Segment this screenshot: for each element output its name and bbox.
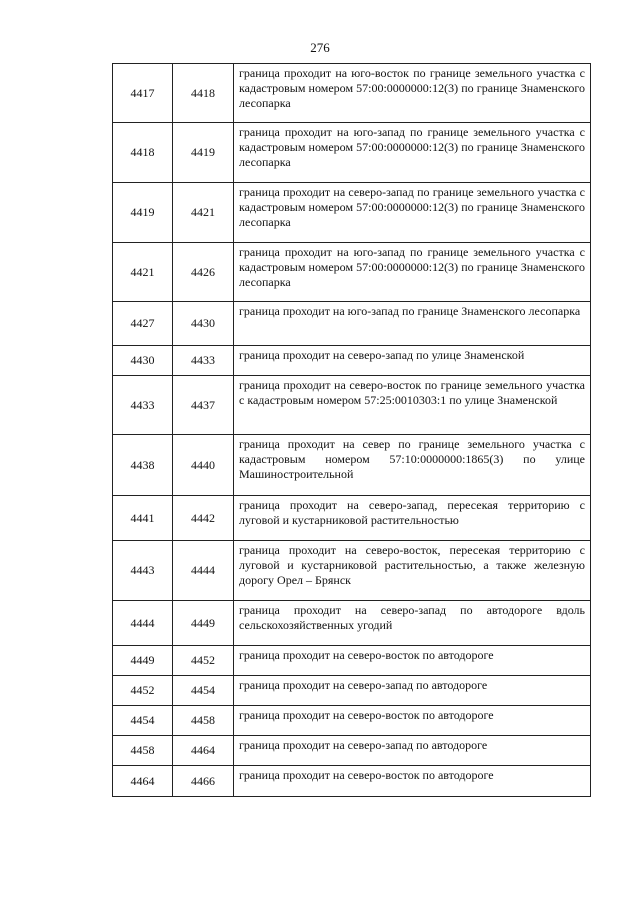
table-row <box>113 302 591 346</box>
table-row <box>113 646 591 676</box>
boundary-description: граница проходит на северо-запад по границе земельного участка с кадастровым номером 57:00:0000000:12(3) по границе Знаменского лесопарка <box>234 183 591 243</box>
point-to: 4437 <box>173 376 234 435</box>
table-row <box>113 541 591 601</box>
point-from: 4441 <box>113 496 173 541</box>
table-row <box>113 243 591 302</box>
point-from: 4421 <box>113 243 173 302</box>
point-to: 4433 <box>173 346 234 376</box>
point-to: 4466 <box>173 766 234 797</box>
table-row <box>113 736 591 766</box>
point-from: 4433 <box>113 376 173 435</box>
point-from: 4444 <box>113 601 173 646</box>
point-to: 4421 <box>173 183 234 243</box>
boundary-description: граница проходит на север по границе земельного участка с кадастровым номером 57:10:0000000:1865(3) по улице Машиностроительной <box>234 435 591 496</box>
boundary-description: граница проходит на северо-запад по улице Знаменской <box>234 346 591 376</box>
point-from: 4452 <box>113 676 173 706</box>
boundary-description: граница проходит на северо-запад по автодороге <box>234 676 591 706</box>
point-from: 4449 <box>113 646 173 676</box>
point-from: 4438 <box>113 435 173 496</box>
point-from: 4427 <box>113 302 173 346</box>
table-row <box>113 435 591 496</box>
table-row <box>113 496 591 541</box>
point-to: 4440 <box>173 435 234 496</box>
boundary-description: граница проходит на юго-восток по границе земельного участка с кадастровым номером 57:00:0000000:12(3) по границе Знаменского лесопарка <box>234 64 591 123</box>
table-row <box>113 183 591 243</box>
boundary-description: граница проходит на северо-запад, пересекая территорию с луговой и кустарниковой растительностью <box>234 496 591 541</box>
boundary-description: граница проходит на юго-запад по границе земельного участка с кадастровым номером 57:00:0000000:12(3) по границе Знаменского лесопарка <box>234 123 591 183</box>
point-from: 4443 <box>113 541 173 601</box>
point-to: 4430 <box>173 302 234 346</box>
point-from: 4419 <box>113 183 173 243</box>
boundary-description: граница проходит на северо-восток по автодороге <box>234 706 591 736</box>
table-row <box>113 346 591 376</box>
table-row <box>113 706 591 736</box>
table-row <box>113 766 591 797</box>
table-row <box>113 376 591 435</box>
table-row <box>113 123 591 183</box>
point-to: 4426 <box>173 243 234 302</box>
boundary-description: граница проходит на северо-восток по автодороге <box>234 646 591 676</box>
point-to: 4464 <box>173 736 234 766</box>
boundary-description: граница проходит на северо-запад по автодороге вдоль сельскохозяйственных угодий <box>234 601 591 646</box>
table-row <box>113 64 591 123</box>
boundary-description: граница проходит на северо-восток по границе земельного участка с кадастровым номером 57:25:0010303:1 по улице Знаменской <box>234 376 591 435</box>
page-number: 276 <box>310 40 330 55</box>
point-from: 4458 <box>113 736 173 766</box>
point-to: 4418 <box>173 64 234 123</box>
point-from: 4430 <box>113 346 173 376</box>
point-to: 4452 <box>173 646 234 676</box>
point-from: 4454 <box>113 706 173 736</box>
boundary-table <box>112 63 591 797</box>
boundary-description: граница проходит на юго-запад по границе земельного участка с кадастровым номером 57:00:0000000:12(3) по границе Знаменского лесопарка <box>234 243 591 302</box>
point-to: 4444 <box>173 541 234 601</box>
table-row <box>113 676 591 706</box>
point-from: 4417 <box>113 64 173 123</box>
point-to: 4419 <box>173 123 234 183</box>
point-to: 4449 <box>173 601 234 646</box>
boundary-description: граница проходит на северо-запад по автодороге <box>234 736 591 766</box>
point-to: 4442 <box>173 496 234 541</box>
point-to: 4454 <box>173 676 234 706</box>
point-to: 4458 <box>173 706 234 736</box>
boundary-description: граница проходит на юго-запад по границе Знаменского лесопарка <box>234 302 591 346</box>
boundary-description: граница проходит на северо-восток по автодороге <box>234 766 591 797</box>
point-from: 4418 <box>113 123 173 183</box>
point-from: 4464 <box>113 766 173 797</box>
table-row <box>113 601 591 646</box>
boundary-description: граница проходит на северо-восток, пересекая территорию с луговой и кустарниковой растительностью, а также железную дорогу Орел – Брянск <box>234 541 591 601</box>
